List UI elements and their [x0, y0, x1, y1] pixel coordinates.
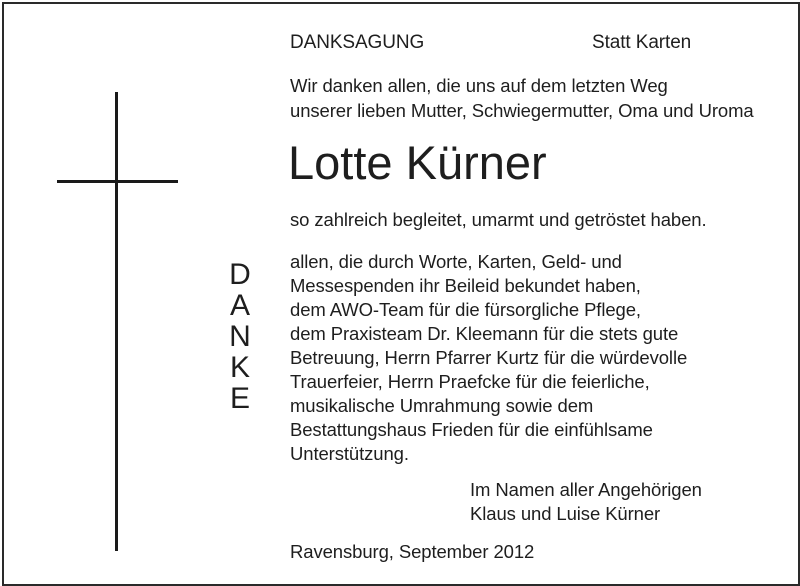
body-line: Messespenden ihr Beileid bekundet haben, [290, 275, 641, 296]
signature-line: Klaus und Luise Kürner [470, 503, 661, 524]
side-word-letter: K [229, 351, 250, 384]
cross-icon-horizontal-bar [57, 180, 178, 183]
intro-text [290, 73, 754, 123]
thanks-body [290, 250, 687, 466]
deceased-name: Lotte Kürner [288, 136, 547, 189]
place-date: Ravensburg, September 2012 [290, 541, 535, 562]
body-line: Unterstützung. [290, 443, 409, 464]
body-line: musikalische Umrahmung sowie dem [290, 395, 594, 416]
side-word-letter: D [229, 258, 251, 291]
intro-line: unserer lieben Mutter, Schwiegermutter, Oma und Uroma [290, 100, 754, 121]
body-line: allen, die durch Worte, Karten, Geld- und [290, 251, 622, 272]
notice-tagline: Statt Karten [592, 32, 692, 53]
body-line: dem AWO-Team für die fürsorgliche Pflege, [290, 299, 641, 320]
body-line: Trauerfeier, Herrn Praefcke für die feierliche, [290, 371, 650, 392]
body-line: Bestattungshaus Frieden für die einfühlsame [290, 419, 653, 440]
side-word-letter: N [229, 320, 251, 353]
side-word-letter: E [229, 382, 250, 415]
intro-line: Wir danken allen, die uns auf dem letzten Weg [290, 75, 668, 96]
body-line: Betreuung, Herrn Pfarrer Kurtz für die würdevolle [290, 347, 688, 368]
side-word-danke [220, 259, 260, 414]
notice-heading: DANKSAGUNG [290, 32, 425, 53]
side-word-letter: A [229, 289, 250, 322]
obituary-notice [2, 2, 800, 586]
signature-line: Im Namen aller Angehörigen [470, 479, 702, 500]
cross-icon-vertical-bar [115, 92, 118, 551]
after-name-text: so zahlreich begleitet, umarmt und getröstet haben. [290, 209, 707, 230]
signature-block [470, 478, 702, 526]
body-line: dem Praxisteam Dr. Kleemann für die stets gute [290, 323, 679, 344]
